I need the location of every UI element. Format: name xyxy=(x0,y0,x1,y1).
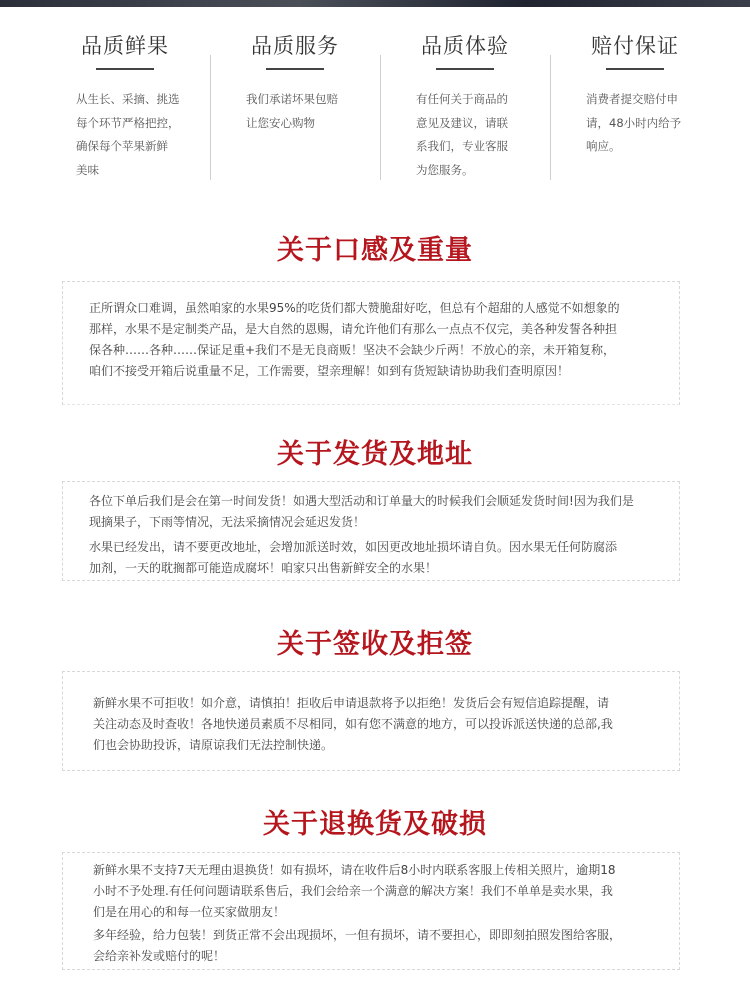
feature-desc xyxy=(246,88,358,135)
feature-row xyxy=(40,20,720,190)
section-box-shipping-address xyxy=(62,481,680,581)
feature-compensation-guarantee xyxy=(550,20,720,190)
feature-underline xyxy=(266,68,324,70)
feature-desc-line: 消费者提交赔付申 xyxy=(586,92,678,106)
feature-title: 品质鲜果 xyxy=(81,34,169,58)
top-banner-strip xyxy=(0,0,750,7)
section-text-line: 小时不予处理.有任何问题请联系售后，我们会给亲一个满意的解决方案！我们不单单是卖水果，我 xyxy=(93,884,613,898)
feature-desc-line: 响应。 xyxy=(586,139,621,153)
section-box-returns-damage xyxy=(62,852,680,970)
section-text-line: 新鲜水果不支持7天无理由退换货！如有损坏，请在收件后8小时内联系客服上传相关照片，逾期18 xyxy=(93,863,616,877)
section-box-taste-weight xyxy=(62,281,680,405)
section-paragraph xyxy=(89,298,679,382)
feature-desc-line: 有任何关于商品的 xyxy=(416,92,508,106)
section-text-line: 水果已经发出，请不要更改地址，会增加派送时效，如因更改地址损坏请自负。因水果无任何防腐添 xyxy=(89,540,618,554)
section-title-returns-damage: 关于退换货及破损 xyxy=(263,809,487,840)
feature-title: 品质服务 xyxy=(251,34,339,58)
feature-title: 品质体验 xyxy=(421,34,509,58)
section-text-line: 关注动态及时查收！各地快递员素质不尽相同，如有您不满意的地方，可以投诉派送快递的总部,我 xyxy=(93,717,613,731)
section-text-line: 各位下单后我们是会在第一时间发货！如遇大型活动和订单量大的时候我们会顺延发货时间!因为我们是 xyxy=(89,494,634,508)
section-text-line: 那样，水果不是定制类产品，是大自然的恩赐，请允许他们有那么一点点不仅完，美各种发誓各种担 xyxy=(89,322,618,336)
feature-title: 赔付保证 xyxy=(591,34,679,58)
section-text-line: 保各种……各种……保证足重+我们不是无良商贩！坚决不会缺少斤两！不放心的亲，未开箱复称， xyxy=(89,343,616,357)
section-paragraph xyxy=(93,693,679,756)
section-text-line: 们是在用心的和每一位买家做朋友！ xyxy=(93,905,286,919)
feature-desc-line: 让您安心购物 xyxy=(246,115,315,130)
column-divider xyxy=(210,55,211,180)
feature-underline xyxy=(96,68,154,70)
section-paragraph xyxy=(89,491,679,533)
feature-underline xyxy=(606,68,664,70)
section-paragraph xyxy=(93,860,679,923)
feature-quality-experience xyxy=(380,20,550,190)
feature-quality-service xyxy=(210,20,380,190)
feature-desc xyxy=(416,88,528,182)
section-text-line: 加剂，一天的耽搁都可能造成腐坏！咱家只出售新鲜安全的水果！ xyxy=(89,561,438,575)
feature-desc-line: 我们承诺坏果包赔 xyxy=(246,92,338,106)
section-box-receipt-rejection xyxy=(62,671,680,771)
feature-desc-line: 意见及建议，请联 xyxy=(416,115,508,130)
section-text-line: 现摘果子，下雨等情况，无法采摘情况会延迟发货！ xyxy=(89,515,366,529)
section-text-line: 咱们不接受开箱后说重量不足，工作需要，望亲理解！如到有货短缺请协助我们查明原因！ xyxy=(89,364,570,378)
feature-desc-line: 确保每个苹果新鲜 xyxy=(76,139,168,153)
section-title-shipping-address: 关于发货及地址 xyxy=(277,439,473,470)
section-text-line: 多年经验，给力包装！到货正常不会出现损坏，一但有损坏，请不要担心，即即刻拍照发图给客服， xyxy=(93,928,622,942)
feature-desc-line: 请，48小时内给予 xyxy=(586,115,682,130)
section-text-line: 新鲜水果不可拒收！如介意，请慎拍！拒收后申请退款将予以拒绝！发货后会有短信追踪提醒，请 xyxy=(93,696,610,710)
section-text-line: 们也会协助投诉，请原谅我们无法控制快递。 xyxy=(93,738,334,752)
section-text-line: 会给亲补发或赔付的呢！ xyxy=(93,949,226,963)
column-divider xyxy=(380,55,381,180)
feature-desc-line: 为您服务。 xyxy=(416,162,474,177)
section-paragraph xyxy=(89,537,679,579)
feature-desc-line: 每个环节严格把控， xyxy=(76,115,180,130)
section-title-taste-weight: 关于口感及重量 xyxy=(277,235,473,266)
feature-desc-line: 从生长、采摘、挑选 xyxy=(76,92,180,106)
column-divider xyxy=(550,55,551,180)
section-title-receipt-rejection: 关于签收及拒签 xyxy=(277,629,473,660)
feature-desc xyxy=(76,88,188,182)
feature-quality-fruit xyxy=(40,20,210,190)
feature-desc-line: 美味 xyxy=(76,162,99,177)
feature-desc xyxy=(586,88,698,159)
section-paragraph xyxy=(93,925,679,967)
feature-desc-line: 系我们，专业客服 xyxy=(416,139,508,153)
section-text-line: 正所谓众口难调，虽然咱家的水果95%的吃货们都大赞脆甜好吃，但总有个超甜的人感觉不如想象的 xyxy=(89,301,620,315)
feature-underline xyxy=(436,68,494,70)
